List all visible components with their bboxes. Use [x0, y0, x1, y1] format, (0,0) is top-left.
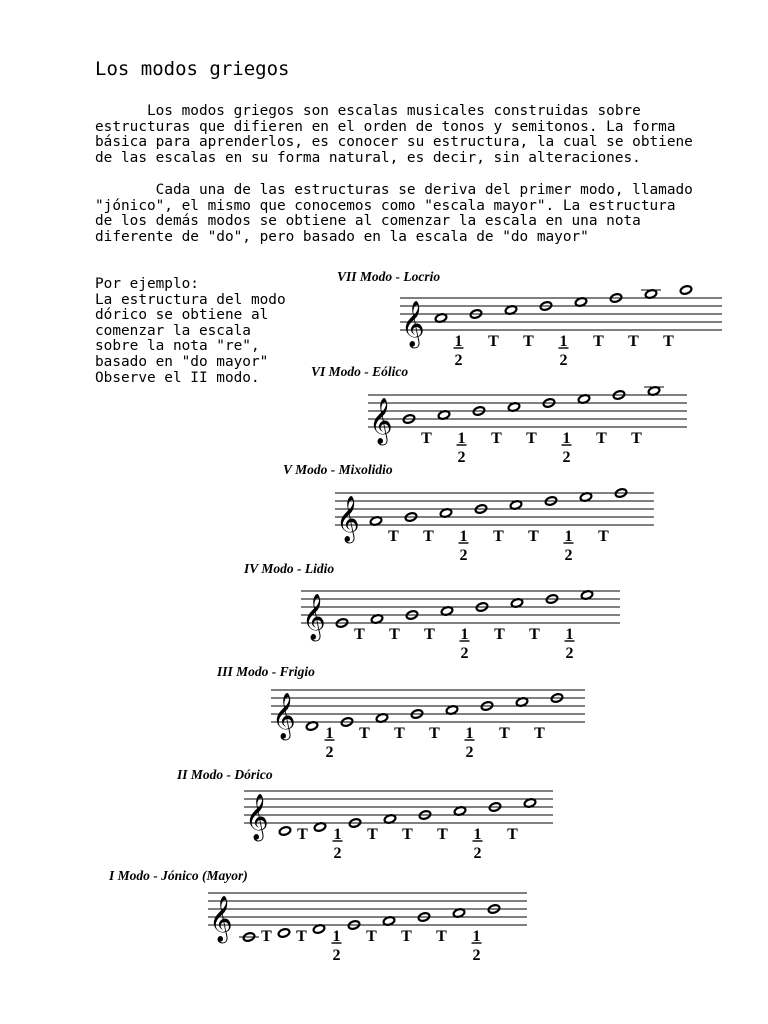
treble-clef-icon: 𝄞	[401, 301, 425, 347]
tone-label: T	[663, 333, 674, 350]
mode-title: III Modo - Frigio	[217, 664, 315, 679]
semitone-denominator: 2	[459, 547, 468, 564]
tone-label: T	[297, 826, 308, 843]
semitone-denominator: 2	[559, 352, 568, 369]
tone-label: T	[402, 826, 413, 843]
semitone-denominator: 2	[562, 449, 571, 466]
example-line: Por ejemplo:	[95, 276, 199, 292]
example-line: Observe el II modo.	[95, 369, 260, 386]
treble-clef-icon: 𝄞	[272, 693, 296, 739]
example-line: comenzar la escala	[95, 322, 251, 339]
semitone-numerator: 1	[559, 333, 568, 350]
tone-label: T	[526, 430, 537, 447]
page-title: Los modos griegos	[95, 58, 290, 80]
semitone-denominator: 2	[454, 352, 463, 369]
semitone-numerator: 1	[459, 528, 468, 545]
tone-label: T	[389, 626, 400, 643]
semitone-denominator: 2	[565, 645, 574, 662]
tone-label: T	[534, 725, 545, 742]
semitone-denominator: 2	[457, 449, 466, 466]
semitone-denominator: 2	[332, 947, 341, 964]
semitone-numerator: 1	[325, 725, 334, 742]
tone-label: T	[494, 626, 505, 643]
tone-label: T	[593, 333, 604, 350]
semitone-numerator: 1	[465, 725, 474, 742]
tone-label: T	[423, 528, 434, 545]
mode-title: IV Modo - Lidio	[244, 561, 335, 576]
tone-label: T	[631, 430, 642, 447]
semitone-denominator: 2	[325, 744, 334, 761]
example-line: basado en "do mayor"	[95, 353, 269, 370]
semitone-denominator: 2	[472, 947, 481, 964]
tone-label: T	[261, 928, 272, 945]
semitone-numerator: 1	[332, 928, 341, 945]
semitone-numerator: 1	[473, 826, 482, 843]
mode-title: II Modo - Dórico	[177, 767, 273, 782]
tone-label: T	[424, 626, 435, 643]
semitone-numerator: 1	[564, 528, 573, 545]
treble-clef-icon: 𝄞	[209, 896, 233, 942]
tone-label: T	[491, 430, 502, 447]
tone-label: T	[366, 928, 377, 945]
tone-label: T	[493, 528, 504, 545]
semitone-numerator: 1	[472, 928, 481, 945]
tone-label: T	[388, 528, 399, 545]
semitone-numerator: 1	[333, 826, 342, 843]
mode-title: VII Modo - Locrio	[337, 269, 441, 284]
whole-note	[279, 826, 292, 836]
tone-label: T	[354, 626, 365, 643]
tone-label: T	[598, 528, 609, 545]
example-line: La estructura del modo	[95, 291, 286, 308]
semitone-numerator: 1	[565, 626, 574, 643]
semitone-denominator: 2	[465, 744, 474, 761]
structure-paragraph: Cada una de las estructuras se deriva del primer modo, llamado "jónico", el mismo que conocemos como "escala mayor". La estructura de los demás modos se obtiene al comenzar la escala en una nota diferente de "do", pero basado en la escala de "do mayor"	[95, 182, 693, 245]
tone-label: T	[436, 928, 447, 945]
tone-label: T	[523, 333, 534, 350]
tone-label: T	[394, 725, 405, 742]
treble-clef-icon: 𝄞	[369, 398, 393, 444]
mode-title: V Modo - Mixolidio	[283, 462, 393, 477]
intro-paragraph: Los modos griegos son escalas musicales construidas sobre estructuras que difieren en el orden de tonos y semitonos. La forma básica para aprenderlos, es conocer su estructura, la cual se obtiene de las escalas en su forma natural, es decir, sin alteraciones.	[95, 103, 693, 166]
semitone-numerator: 1	[562, 430, 571, 447]
semitone-denominator: 2	[564, 547, 573, 564]
tone-label: T	[421, 430, 432, 447]
tone-label: T	[429, 725, 440, 742]
semitone-denominator: 2	[473, 845, 482, 862]
tone-label: T	[437, 826, 448, 843]
tone-label: T	[499, 725, 510, 742]
tone-label: T	[528, 528, 539, 545]
treble-clef-icon: 𝄞	[336, 496, 360, 542]
tone-label: T	[401, 928, 412, 945]
whole-note	[278, 928, 291, 938]
example-line: sobre la nota "re",	[95, 338, 260, 355]
mode-title: I Modo - Jónico (Mayor)	[109, 868, 248, 883]
treble-clef-icon: 𝄞	[245, 794, 269, 840]
semitone-numerator: 1	[460, 626, 469, 643]
whole-note	[680, 285, 693, 295]
semitone-numerator: 1	[457, 430, 466, 447]
mode-title: VI Modo - Eólico	[311, 364, 409, 379]
semitone-denominator: 2	[333, 845, 342, 862]
tone-label: T	[507, 826, 518, 843]
tone-label: T	[529, 626, 540, 643]
tone-label: T	[628, 333, 639, 350]
semitone-denominator: 2	[460, 645, 469, 662]
tone-label: T	[359, 725, 370, 742]
semitone-numerator: 1	[454, 333, 463, 350]
treble-clef-icon: 𝄞	[302, 594, 326, 640]
tone-label: T	[296, 928, 307, 945]
tone-label: T	[367, 826, 378, 843]
example-line: dórico se obtiene al	[95, 307, 269, 324]
tone-label: T	[488, 333, 499, 350]
tone-label: T	[596, 430, 607, 447]
